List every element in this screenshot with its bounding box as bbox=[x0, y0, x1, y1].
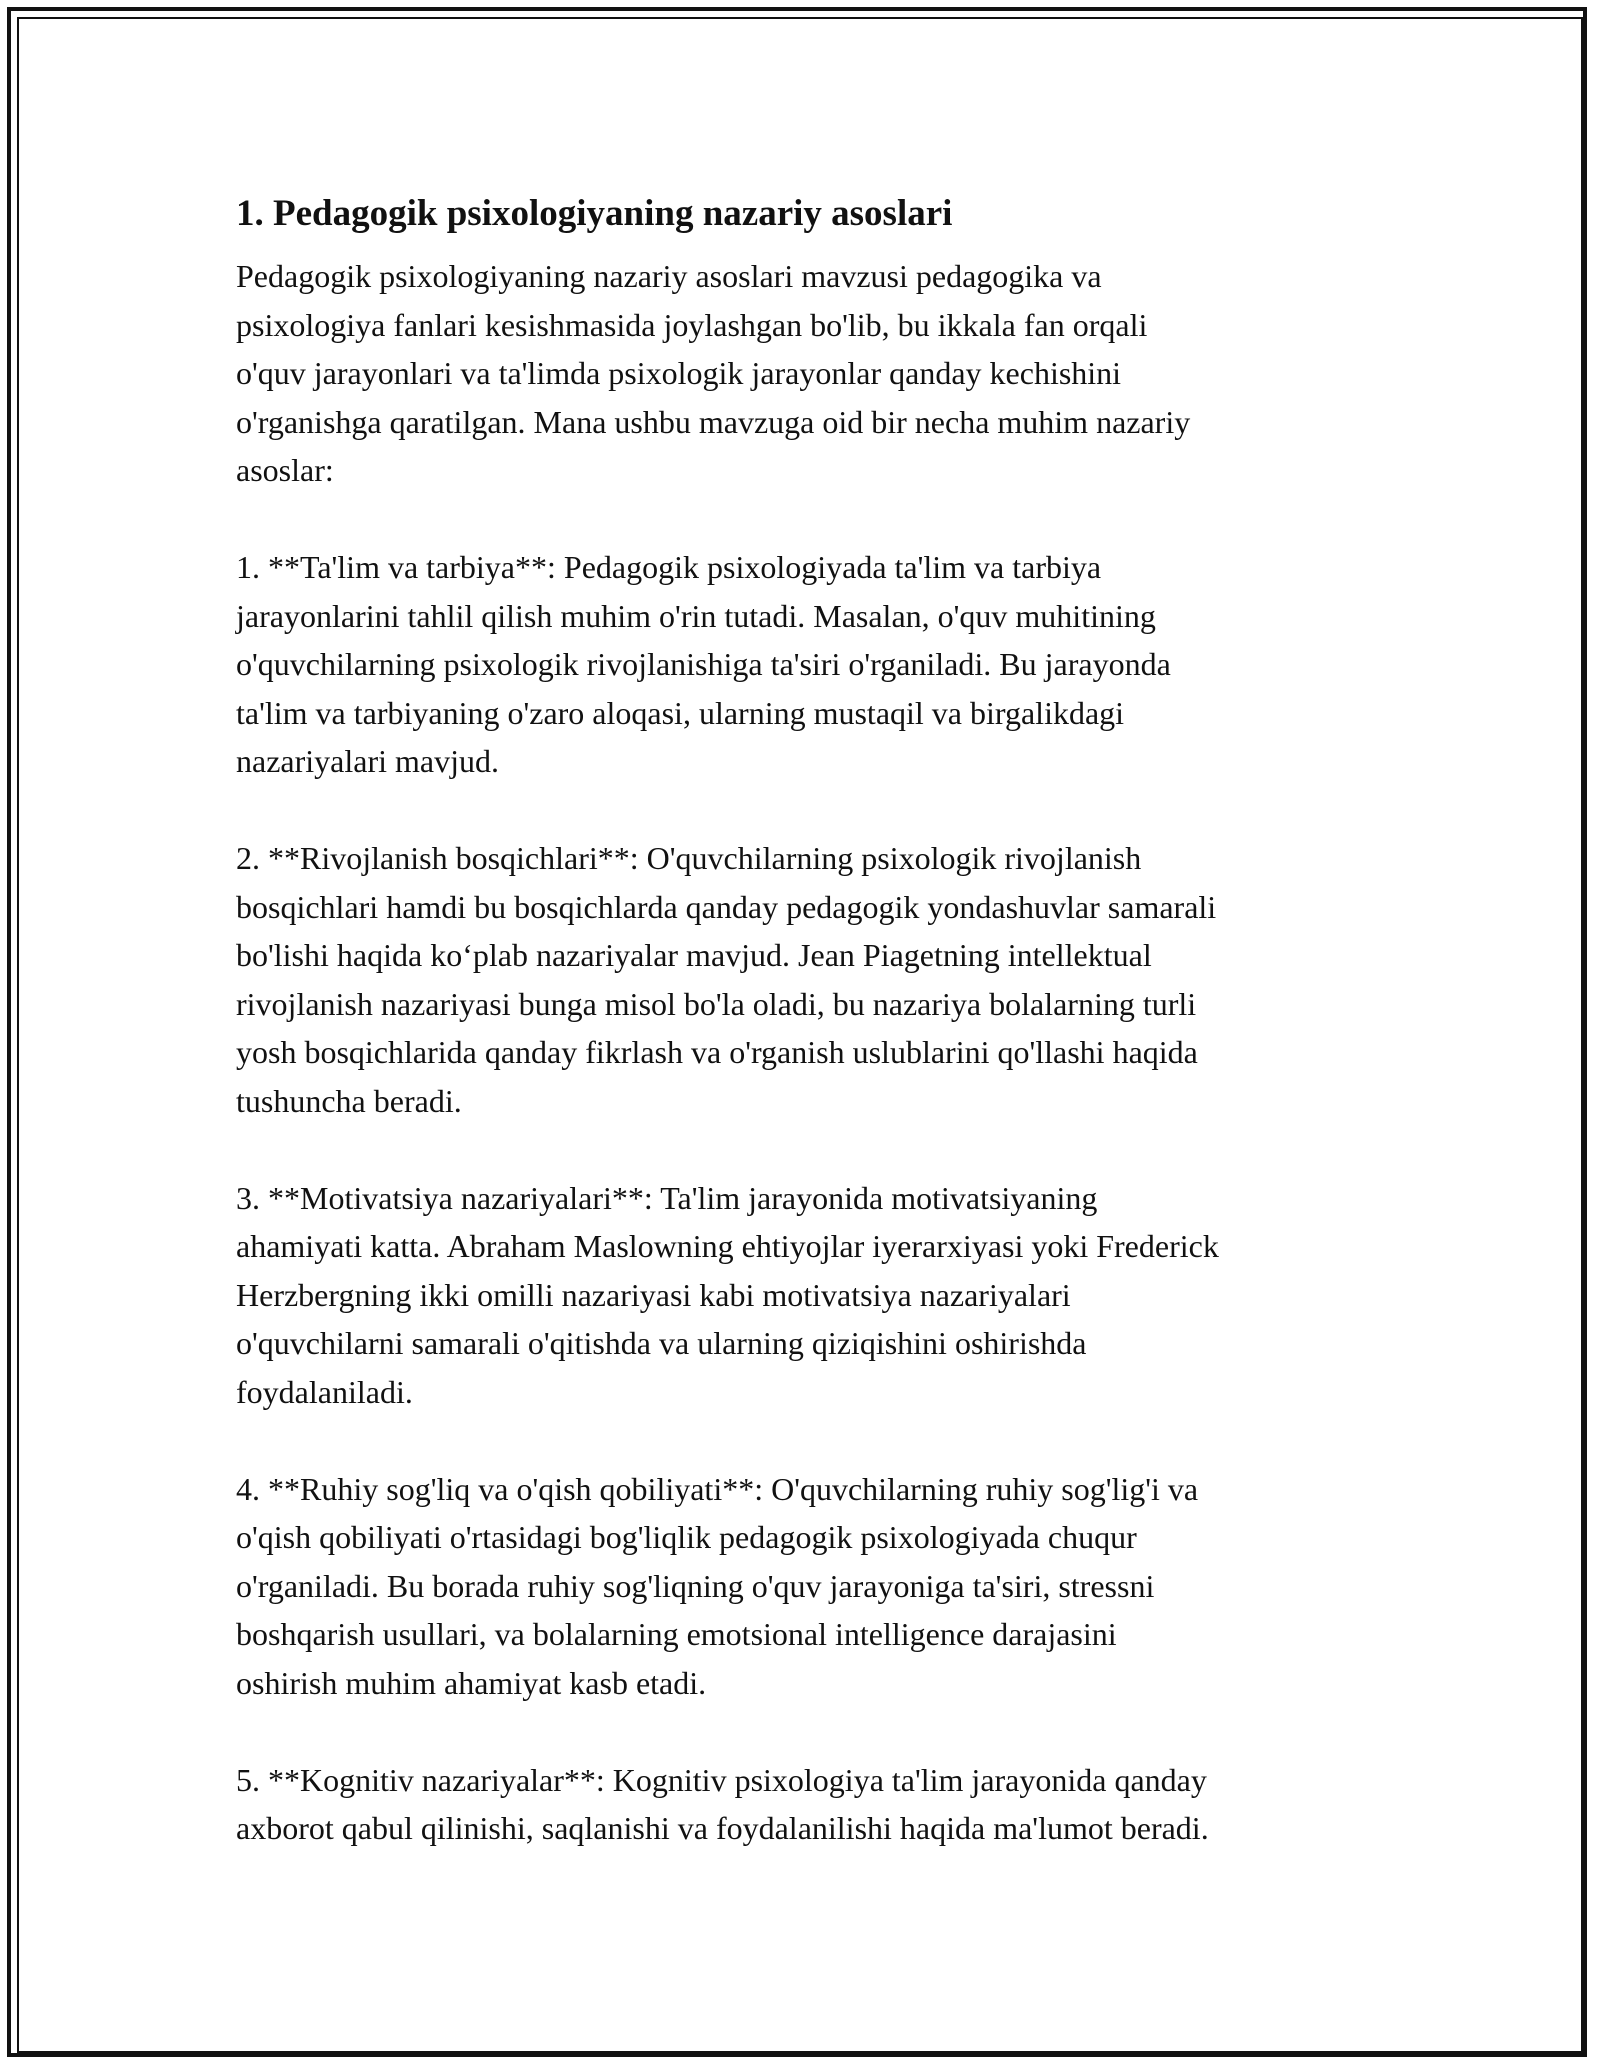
document-heading: 1. Pedagogik psixologiyaning nazariy asoslari bbox=[236, 193, 953, 234]
document-content bbox=[236, 186, 1376, 1853]
document-body: Pedagogik psixologiyaning nazariy asoslari mavzusi pedagogika va psixologiya fanlari kesishmasida joylashgan bo'lib, bu ikkala fan orqali o'quv jarayonlari va ta'limda psixologik jarayonlar qanday kechishini o'rganishga qaratilgan. Mana ushbu mavzuga oid bir necha muhim nazariy asoslar: 1. **Ta'lim va tarbiya**: Pedagogik psixologiyada ta'lim va tarbiya jarayonlarini tahlil qilish muhim o'rin tutadi. Masalan, o'quv muhitining o'quvchilarning psixologik rivojlanishiga ta'siri o'rganiladi. Bu jarayonda ta'lim va tarbiyaning o'zaro aloqasi, ularning mustaqil va birgalikdagi nazariyalari mavjud. 2. **Rivojlanish bosqichlari**: O'quvchilarning psixologik rivojlanish bosqichlari hamdi bu bosqichlarda qanday pedagogik yondashuvlar samarali bo'lishi haqida ko‘plab nazariyalar mavjud. Jean Piagetning intellektual rivojlanish nazariyasi bunga misol bo'la oladi, bu nazariya bolalarning turli yosh bosqichlarida qanday fikrlash va o'rganish uslublarini qo'llashi haqida tushuncha beradi. 3. **Motivatsiya nazariyalari**: Ta'lim jarayonida motivatsiyaning ahamiyati katta. Abraham Maslowning ehtiyojlar iyerarxiyasi yoki Frederick Herzbergning ikki omilli nazariyasi kabi motivatsiya nazariyalari o'quvchilarni samarali o'qitishda va ularning qiziqishini oshirishda foydalaniladi. 4. **Ruhiy sog'liq va o'qish qobiliyati**: O'quvchilarning ruhiy sog'lig'i va o'qish qobiliyati o'rtasidagi bog'liqlik pedagogik psixologiyada chuqur o'rganiladi. Bu borada ruhiy sog'liqning o'quv jarayoniga ta'siri, stressni boshqarish usullari, va bolalarning emotsional intelligence darajasini oshirish muhim ahamiyat kasb etadi. 5. **Kognitiv nazariyalar**: Kognitiv psixologiya ta'lim jarayonida qanday axborot qabul qilinishi, saqlanishi va foydalanilishi haqida ma'lumot beradi. bbox=[236, 258, 1219, 1846]
